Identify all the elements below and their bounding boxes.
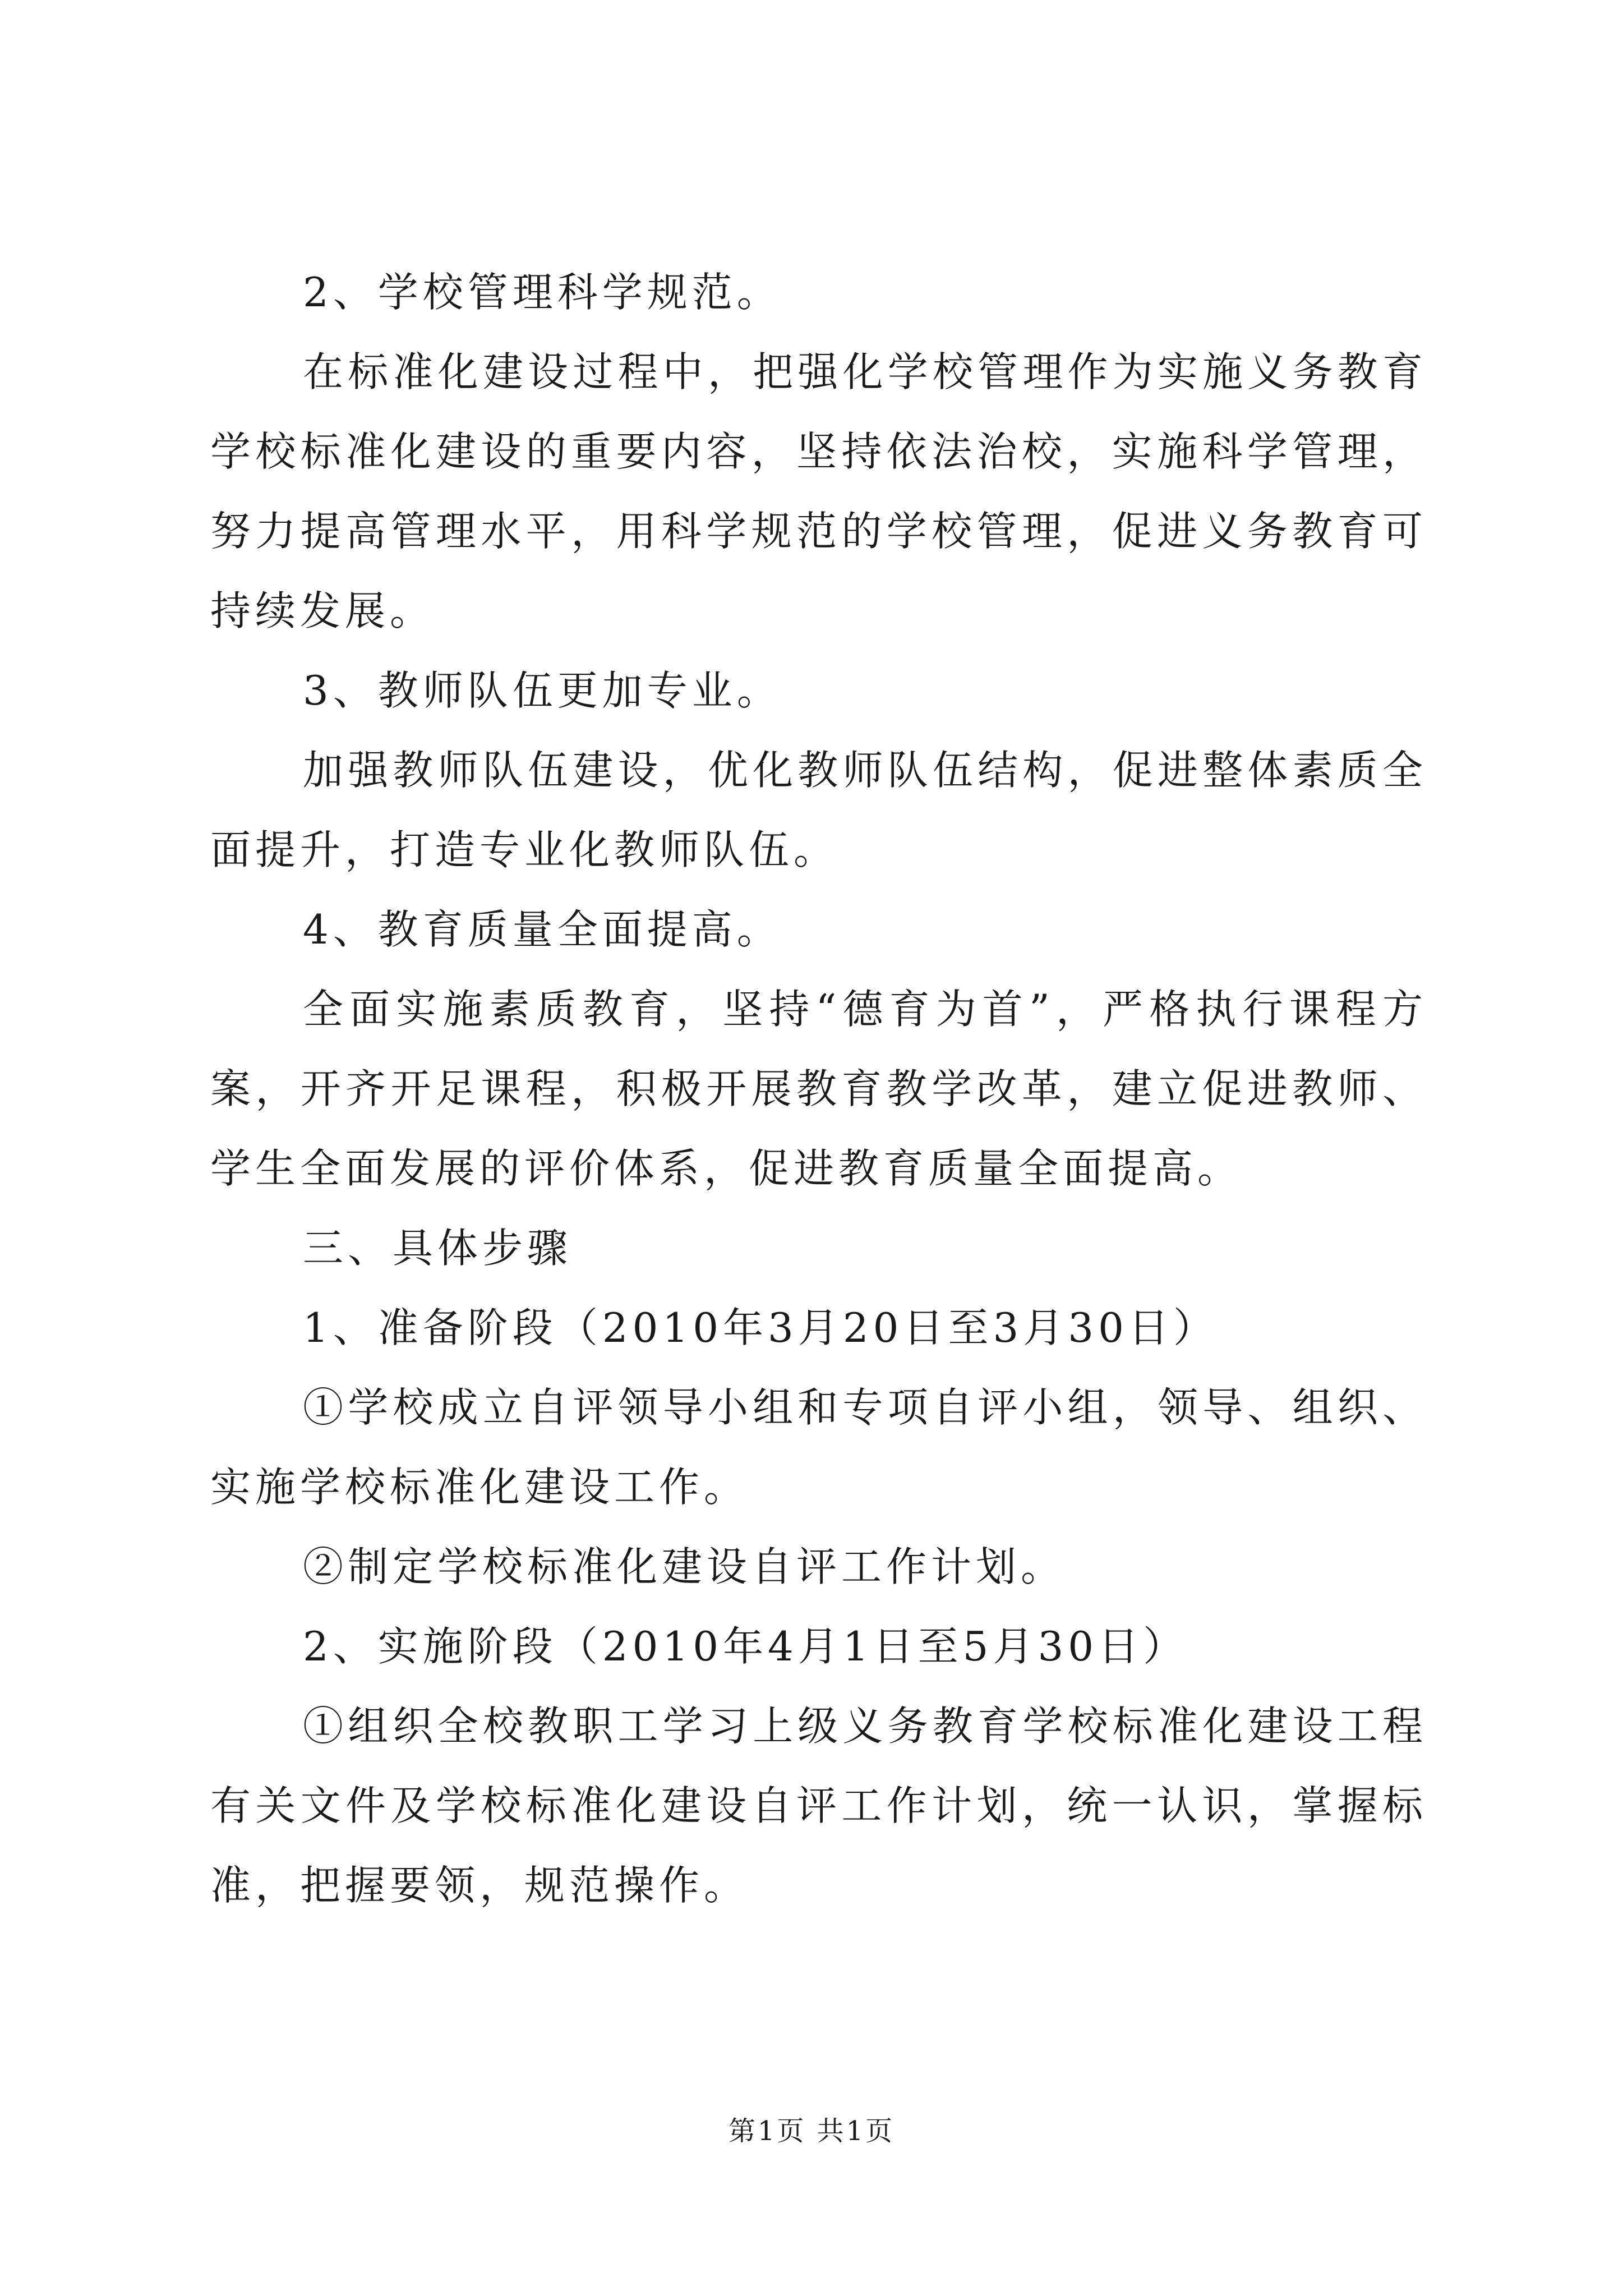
heading-education-quality: 4、教育质量全面提高。 xyxy=(303,906,782,953)
paragraph-preparation-item-1: ①学校成立自评领导小组和专项自评小组，领导、组织、实施学校标准化建设工作。 xyxy=(210,1384,1427,1511)
paragraph-teacher-team: 加强教师队伍建设，优化教师队伍结构，促进整体素质全面提升，打造专业化教师队伍。 xyxy=(210,747,1427,873)
paragraph-school-management: 在标准化建设过程中，把强化学校管理作为实施义务教育学校标准化建设的重要内容，坚持依法治校，实施科学管理，努力提高管理水平，用科学规范的学校管理，促进义务教育可持续发展。 xyxy=(210,348,1427,634)
page-footer: 第1页 共1页 xyxy=(728,2115,895,2147)
heading-teacher-team: 3、教师队伍更加专业。 xyxy=(303,667,782,714)
paragraph-education-quality: 全面实施素质教育，坚持“德育为首”，严格执行课程方案，开齐开足课程，积极开展教育教学改革，建立促进教师、学生全面发展的评价体系，促进教育质量全面提高。 xyxy=(210,986,1427,1192)
paragraph-preparation-item-2: ②制定学校标准化建设自评工作计划。 xyxy=(303,1543,1066,1590)
document-body xyxy=(210,252,1427,1925)
heading-specific-steps: 三、具体步骤 xyxy=(303,1225,573,1272)
heading-implementation-stage: 2、实施阶段（2010年4月1日至5月30日） xyxy=(303,1623,1188,1670)
paragraph-implementation-item-1: ①组织全校教职工学习上级义务教育学校标准化建设工程有关文件及学校标准化建设自评工作计划，统一认识，掌握标准，把握要领，规范操作。 xyxy=(210,1703,1427,1909)
heading-school-management: 2、学校管理科学规范。 xyxy=(303,269,782,316)
heading-preparation-stage: 1、准备阶段（2010年3月20日至3月30日） xyxy=(303,1304,1218,1351)
